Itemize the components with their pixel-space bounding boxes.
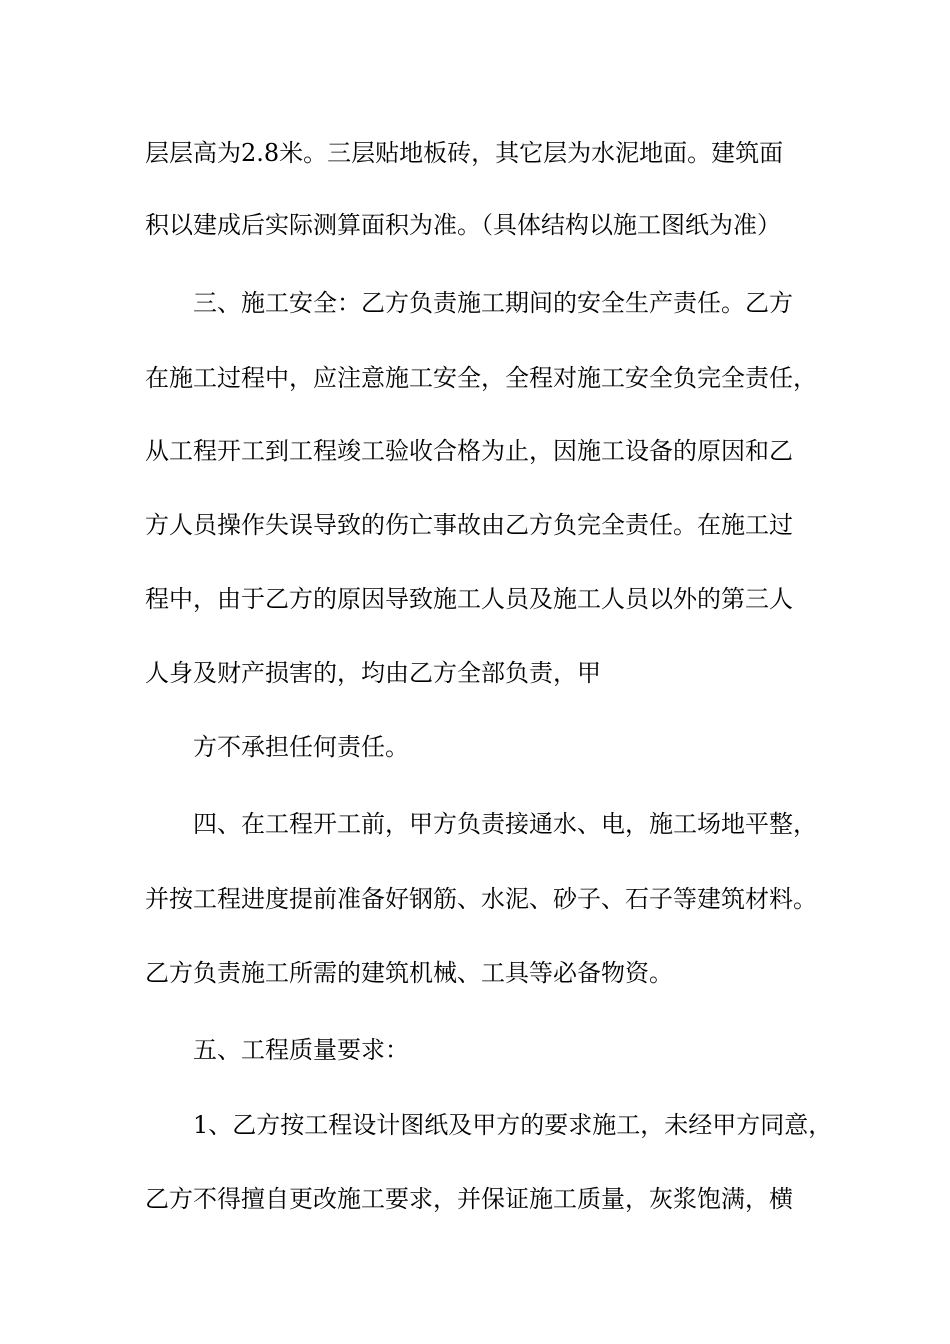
text-line: 程中，由于乙方的原因导致施工人员及施工人员以外的第三人 bbox=[145, 585, 793, 613]
text-line: 人身及财产损害的，均由乙方全部负责，甲 bbox=[145, 659, 601, 687]
text-line: 在施工过程中，应注意施工安全，全程对施工安全负完全责任， bbox=[145, 364, 817, 392]
text-line: 乙方不得擅自更改施工要求，并保证施工质量，灰浆饱满，横 bbox=[145, 1185, 793, 1213]
section-five-heading: 五、工程质量要求： bbox=[193, 1036, 409, 1064]
text-line: 层层高为2.8米。三层贴地板砖，其它层为水泥地面。建筑面 bbox=[145, 139, 784, 167]
text-line: 并按工程进度提前准备好钢筋、水泥、砂子、石子等建筑材料。 bbox=[145, 885, 817, 913]
clause-one-line: 1、乙方按工程设计图纸及甲方的要求施工，未经甲方同意， bbox=[193, 1111, 833, 1139]
section-four-heading-line: 四、在工程开工前，甲方负责接通水、电，施工场地平整， bbox=[193, 810, 817, 838]
text-line: 从工程开工到工程竣工验收合格为止，因施工设备的原因和乙 bbox=[145, 437, 793, 465]
section-three-heading-line: 三、施工安全：乙方负责施工期间的安全生产责任。乙方 bbox=[193, 289, 793, 317]
text-line: 乙方负责施工所需的建筑机械、工具等必备物资。 bbox=[145, 959, 673, 987]
text-line: 积以建成后实际测算面积为准。（具体结构以施工图纸为准） bbox=[145, 211, 781, 239]
text-line: 方人员操作失误导致的伤亡事故由乙方负完全责任。在施工过 bbox=[145, 511, 793, 539]
text-line: 方不承担任何责任。 bbox=[193, 733, 409, 761]
